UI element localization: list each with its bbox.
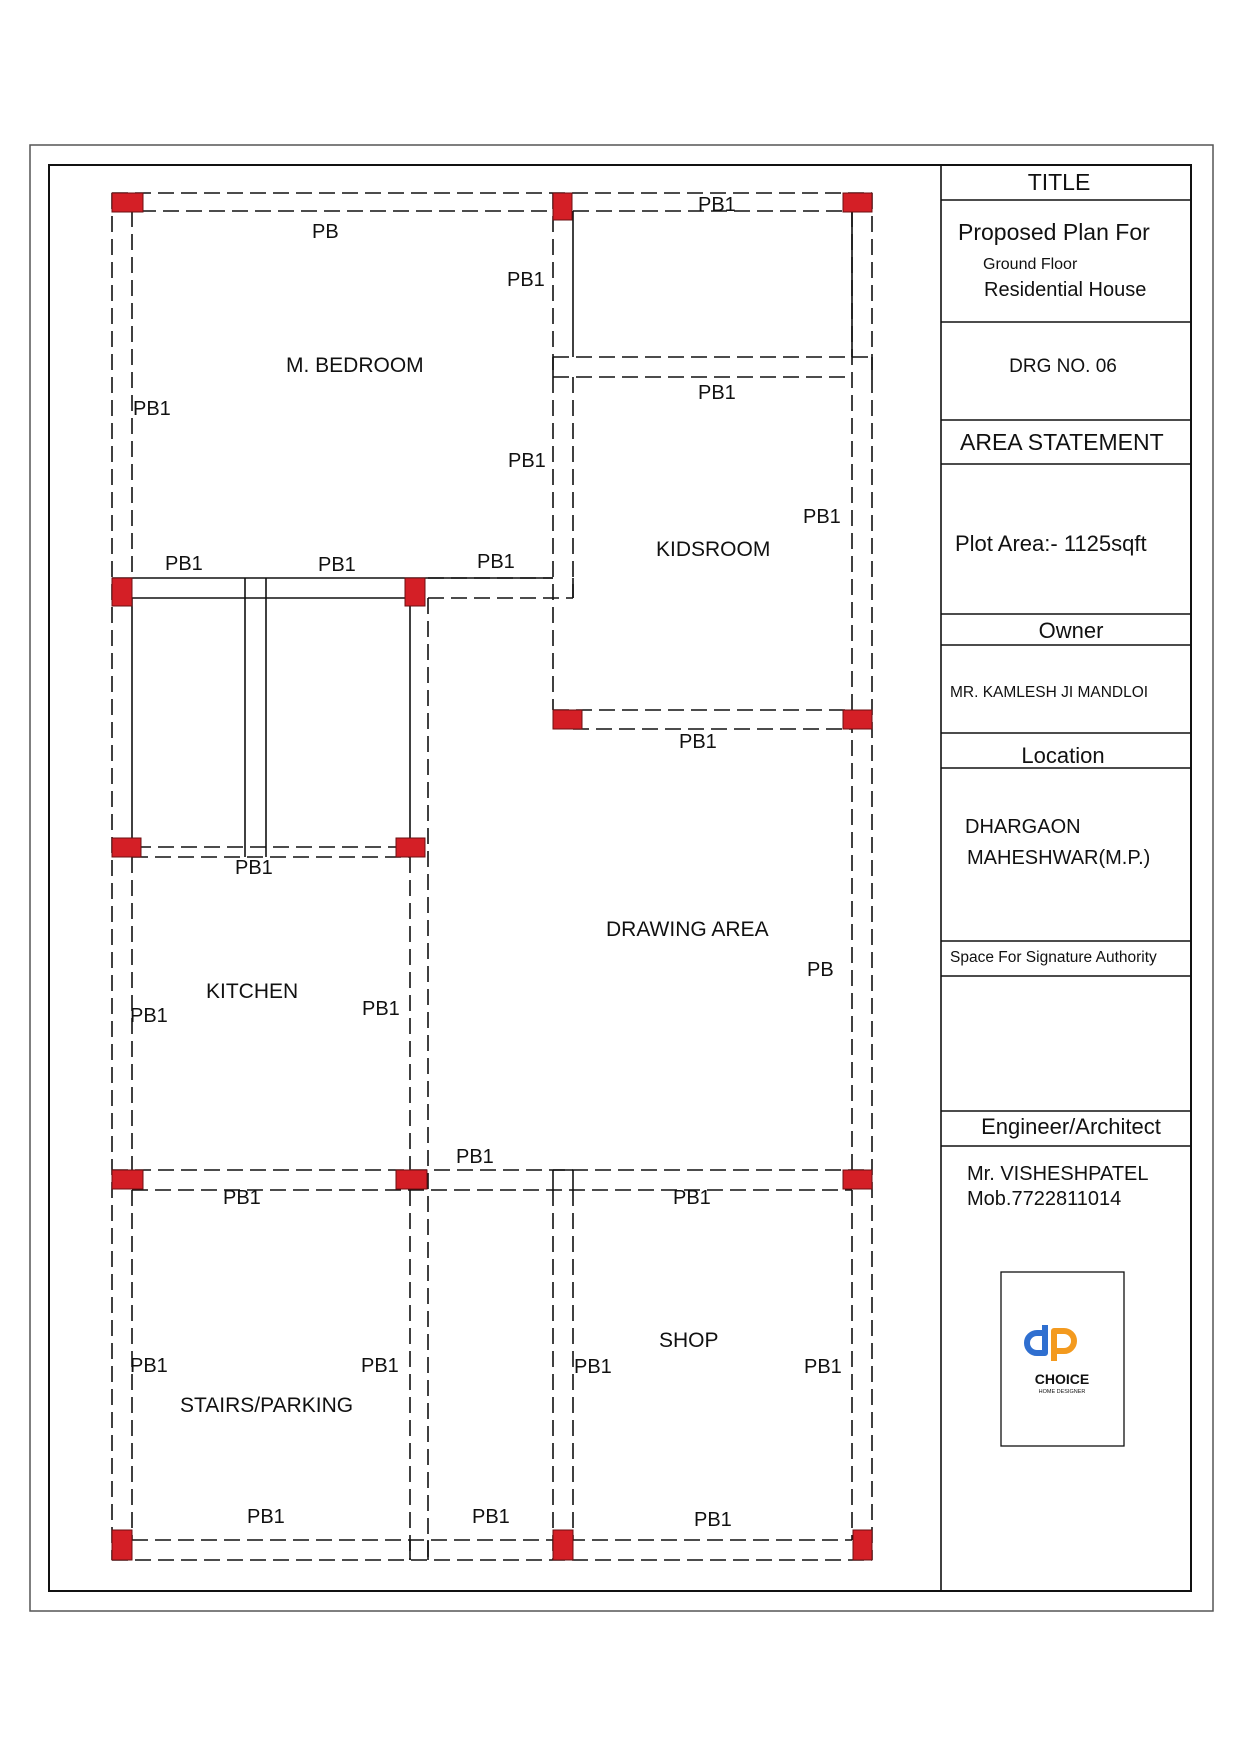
- signature-header: Space For Signature Authority: [950, 949, 1157, 966]
- beam-label: PB1: [361, 1355, 399, 1377]
- beam-label: PB1: [456, 1146, 494, 1168]
- beam-label: PB: [312, 221, 339, 243]
- engineer-name: Mr. VISHESHPATEL: [967, 1163, 1149, 1185]
- owner-name: MR. KAMLESH JI MANDLOI: [950, 684, 1149, 701]
- beam-label: PB1: [477, 551, 515, 573]
- column: [396, 838, 425, 857]
- title-block: [941, 165, 1191, 1591]
- column: [112, 193, 143, 212]
- logo-brand: CHOICE: [1034, 1371, 1090, 1387]
- title-line-3: Residential House: [984, 279, 1147, 301]
- column: [843, 1170, 872, 1189]
- column: [853, 1530, 872, 1560]
- title-line-1: Proposed Plan For: [958, 219, 1150, 245]
- beam-label: PB1: [803, 506, 841, 528]
- beam-label: PB1: [508, 450, 546, 472]
- beam-lines: [112, 193, 872, 1560]
- owner-header: Owner: [1038, 618, 1104, 643]
- column: [112, 1170, 143, 1189]
- beam-label: PB1: [698, 194, 736, 216]
- beam-label: PB1: [574, 1356, 612, 1378]
- beam-label: PB: [807, 959, 834, 981]
- beam-label: PB1: [507, 269, 545, 291]
- room-label-kidsroom: KIDSROOM: [656, 538, 771, 561]
- room-label-drawing-area: DRAWING AREA: [606, 918, 769, 941]
- beam-label: PB1: [694, 1509, 732, 1531]
- engineer-header: Engineer/Architect: [981, 1114, 1161, 1139]
- logo-tagline: HOME DESIGNER: [1038, 1389, 1086, 1395]
- beam-label: PB1: [130, 1005, 168, 1027]
- beam-labels: [130, 194, 842, 1531]
- choice-logo: [1001, 1272, 1124, 1446]
- room-label-stairs-parking: STAIRS/PARKING: [180, 1394, 354, 1417]
- column: [553, 710, 582, 729]
- location-line-1: DHARGAON: [965, 816, 1081, 838]
- beam-label: PB1: [804, 1356, 842, 1378]
- beam-label: PB1: [362, 998, 400, 1020]
- column: [396, 1170, 427, 1189]
- engineer-mobile: Mob.7722811014: [967, 1188, 1122, 1210]
- column: [843, 710, 872, 729]
- columns: [112, 193, 872, 1560]
- beam-label: PB1: [673, 1187, 711, 1209]
- room-label-kitchen: KITCHEN: [206, 980, 299, 1003]
- column: [112, 1530, 132, 1560]
- floor-plan: [112, 193, 872, 1560]
- beam-label: PB1: [679, 731, 717, 753]
- column: [553, 1530, 573, 1560]
- beam-label: PB1: [165, 553, 203, 575]
- column: [553, 193, 572, 220]
- beam-label: PB1: [223, 1187, 261, 1209]
- beam-label: PB1: [698, 382, 736, 404]
- plot-area: Plot Area:- 1125sqft: [955, 531, 1147, 556]
- room-label-shop: SHOP: [659, 1329, 719, 1352]
- beam-label: PB1: [133, 398, 171, 420]
- area-statement-header: AREA STATEMENT: [960, 429, 1164, 455]
- column: [405, 578, 425, 606]
- room-label-master-bedroom: M. BEDROOM: [286, 354, 424, 377]
- room-labels: [180, 354, 770, 1417]
- beam-label: PB1: [318, 554, 356, 576]
- beam-label: PB1: [130, 1355, 168, 1377]
- column: [843, 193, 872, 212]
- beam-label: PB1: [235, 857, 273, 879]
- title-header: TITLE: [1027, 169, 1091, 195]
- beam-label: PB1: [247, 1506, 285, 1528]
- location-header: Location: [1021, 743, 1105, 768]
- column: [112, 578, 132, 606]
- title-line-2: Ground Floor: [983, 256, 1078, 273]
- drawing-number: DRG NO. 06: [1009, 356, 1117, 377]
- location-line-2: MAHESHWAR(M.P.): [967, 847, 1151, 869]
- column: [112, 838, 141, 857]
- beam-label: PB1: [472, 1506, 510, 1528]
